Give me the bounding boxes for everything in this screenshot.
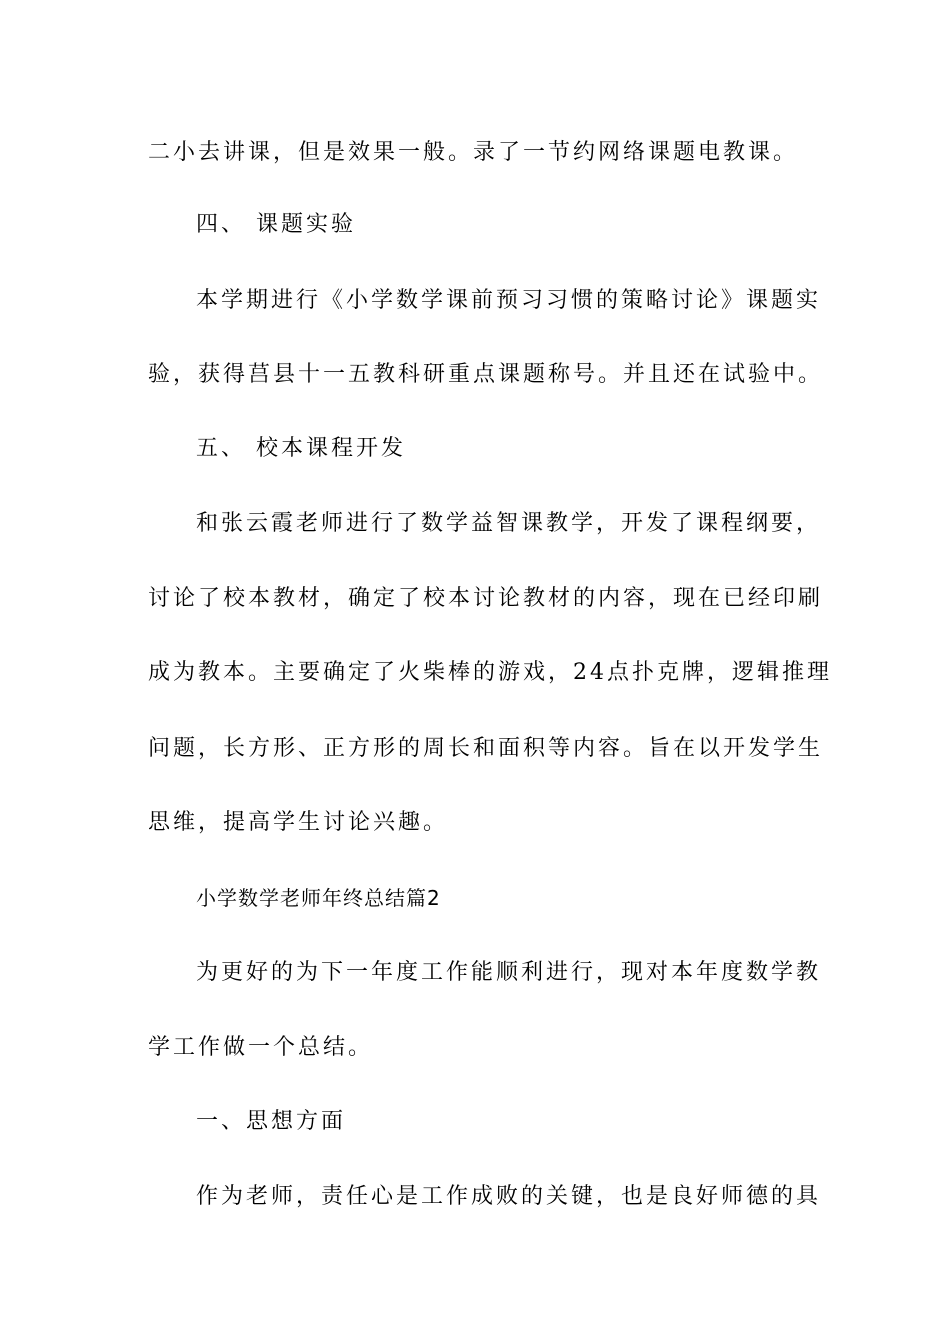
section-heading-curriculum: 五、 校本课程开发 xyxy=(196,436,406,461)
paragraph-line: 成为教本。主要确定了火柴棒的游戏，24点扑克牌，逻辑推理 xyxy=(148,660,832,685)
paragraph-line: 思维，提高学生讨论兴趣。 xyxy=(148,810,449,835)
paragraph-line: 讨论了校本教材，确定了校本讨论教材的内容，现在已经印刷 xyxy=(148,586,824,611)
paragraph-line: 问题，长方形、正方形的周长和面积等内容。旨在以开发学生 xyxy=(148,736,824,761)
paragraph-line: 验，获得莒县十一五教科研重点课题称号。并且还在试验中。 xyxy=(148,362,824,387)
section-heading-ideology: 一、思想方面 xyxy=(196,1109,347,1134)
paragraph-line: 和张云霞老师进行了数学益智课教学，开发了课程纲要， xyxy=(196,511,822,536)
article-title: 小学数学老师年终总结篇2 xyxy=(196,886,441,910)
paragraph-line: 本学期进行《小学数学课前预习习惯的策略讨论》课题实 xyxy=(196,288,822,313)
paragraph-line: 学工作做一个总结。 xyxy=(148,1035,374,1060)
section-heading-experiment: 四、 课题实验 xyxy=(196,212,356,237)
paragraph-line: 二小去讲课，但是效果一般。录了一节约网络课题电教课。 xyxy=(148,140,799,165)
paragraph-line: 作为老师，责任心是工作成败的关键，也是良好师德的具 xyxy=(196,1184,822,1209)
paragraph-line: 为更好的为下一年度工作能顺利进行，现对本年度数学教 xyxy=(196,960,822,985)
